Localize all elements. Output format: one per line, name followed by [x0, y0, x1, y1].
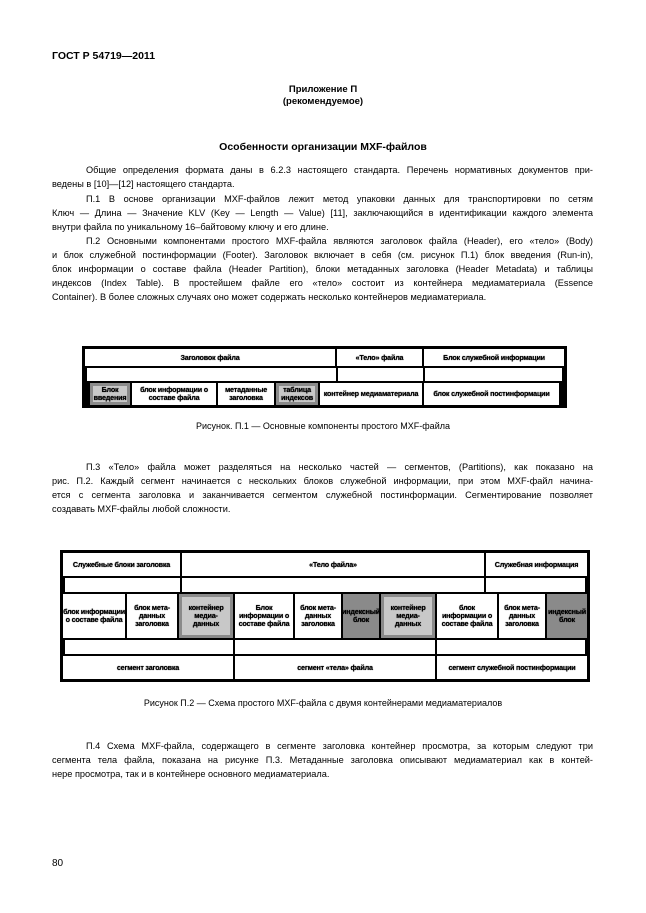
fig2-essence-label-1: контейнер медиа-данных: [182, 597, 230, 635]
paragraph-intro: [52, 163, 593, 191]
text-line: П.4 Схема MXF-файла, содержащего в сегменте заголовка контейнер просмотра, за которым следуют три: [86, 741, 593, 751]
fig2-top-bracket-row: [63, 578, 587, 592]
fig1-header-partition-block: блок информации о составе файла: [132, 383, 216, 405]
fig2-partition-block-1: блок информации о составе файла: [63, 594, 125, 638]
fig2-essence-block-2: [381, 594, 435, 638]
fig2-essence-label-2: контейнер медиа-данных: [384, 597, 432, 635]
text-line: индексов (Index Table). В простейшем файле его «тело» состоит из контейнера медиаматериала (Essence: [52, 278, 593, 288]
text-line: П.2 Основными компонентами простого MXF-файла являются заголовок файла (Header), его «тело» (Body): [86, 236, 593, 246]
text-line: Ключ — Длина — Значение KLV (Key — Length — Value) [11], заключающийся в идентификации каждого элемента: [52, 208, 593, 218]
fig2-essence-block-1: [179, 594, 233, 638]
fig1-body-label: «Тело» файла: [337, 349, 422, 366]
fig2-footer-segment-label: сегмент служебной постинформации: [437, 656, 587, 679]
fig1-footer-block: блок служебной постинформации: [424, 383, 559, 405]
fig1-run-in-label: Блок введения: [93, 385, 127, 402]
appendix-title: Приложение П: [288, 84, 358, 95]
fig2-bottom-bracket-row: [63, 640, 587, 654]
figure2-diagram: [60, 550, 590, 682]
fig2-header-segment-label: сегмент заголовка: [63, 656, 233, 679]
section-title: Особенности организации MXF-файлов: [219, 141, 427, 153]
text-line: ется с сегмента заголовка и заканчивается сегментом служебной постинформации. Сегментирование позволяет: [52, 490, 593, 500]
appendix-subtitle: (рекомендуемое): [282, 96, 364, 107]
fig1-index-table-block: [276, 383, 318, 405]
fig1-run-in-block: [90, 383, 130, 405]
figure2-caption: Рисунок П.2 — Схема простого MXF-файла с двумя контейнерами медиаматериалов: [143, 698, 503, 708]
paragraph-p2: [52, 234, 593, 304]
fig2-partition-block-3: блок информации о составе файла: [437, 594, 497, 638]
figure1-caption: Рисунок. П.1 — Основные компоненты простого MXF-файла: [196, 421, 450, 431]
fig2-index-block-2: индексный блок: [547, 594, 587, 638]
text-line: П.3 «Тело» файла может разделяться на несколько частей — сегментов, (Partitions), как показано на: [86, 462, 593, 472]
text-line: блок информации о составе файла (Header Partition), блоки метаданных заголовка (Header Metadata) и таблицы: [52, 264, 593, 274]
fig2-index-block-1: индексный блок: [343, 594, 379, 638]
text-line: создавать MXF-файлы любой сложности.: [52, 504, 231, 514]
fig2-metadata-block-2: блок мета-данных заголовка: [295, 594, 341, 638]
fig1-footer-label: Блок служебной информации: [424, 349, 564, 366]
fig2-partition-block-2: Блок информации о составе файла: [235, 594, 293, 638]
fig1-header-metadata-block: метаданные заголовка: [218, 383, 274, 405]
fig2-footer-label: Служебная информация: [486, 553, 587, 576]
text-line: Container). В более сложных случаях оно может содержать несколько контейнеров медиаматериала.: [52, 292, 487, 302]
page-number: 80: [52, 858, 64, 869]
fig1-bracket-row: [85, 368, 564, 381]
text-line: Общие определения формата даны в 6.2.3 настоящего стандарта. Перечень нормативных документов при-: [86, 165, 593, 175]
text-line: сегмента тела файла, показана на рисунке П.3. Метаданные заголовка описывают медиаматериал как в контей-: [52, 755, 593, 765]
text-line: нере просмотра, так и в контейнере основного медиаматериала.: [52, 769, 330, 779]
text-line: внутри файла по уникальному 16–байтовому ключу и его длине.: [52, 222, 329, 232]
fig2-metadata-block-3: блок мета-данных заголовка: [499, 594, 545, 638]
text-line: П.1 В основе организации MXF-файлов лежит метод упаковки данных для транспортировки по сетям: [86, 194, 593, 204]
fig2-header-label: Служебные блоки заголовка: [63, 553, 180, 576]
fig1-index-table-label: таблица индексов: [280, 385, 314, 402]
paragraph-p4: [52, 739, 593, 781]
paragraph-p3: [52, 460, 593, 516]
standard-header: ГОСТ Р 54719—2011: [52, 50, 156, 62]
text-line: ведены в [10]—[12] настоящего стандарта.: [52, 179, 235, 189]
fig1-essence-container-block: контейнер медиаматериала: [320, 383, 422, 405]
fig2-body-segment-label: сегмент «тела» файла: [235, 656, 435, 679]
fig2-body-label: «Тело файла»: [182, 553, 484, 576]
paragraph-p1: [52, 192, 593, 234]
fig2-metadata-block-1: блок мета-данных заголовка: [127, 594, 177, 638]
text-line: рис. П.2. Каждый сегмент начинается с нескольких блоков служебной информации, при этом MXF-файл начина-: [52, 476, 593, 486]
text-line: и блок служебной постинформации (Footer). Заголовок включает в себя (см. рисунок П.1) блок введения (Run-in),: [52, 250, 593, 260]
figure1-diagram: [82, 346, 567, 408]
fig1-header-label: Заголовок файла: [85, 349, 335, 366]
